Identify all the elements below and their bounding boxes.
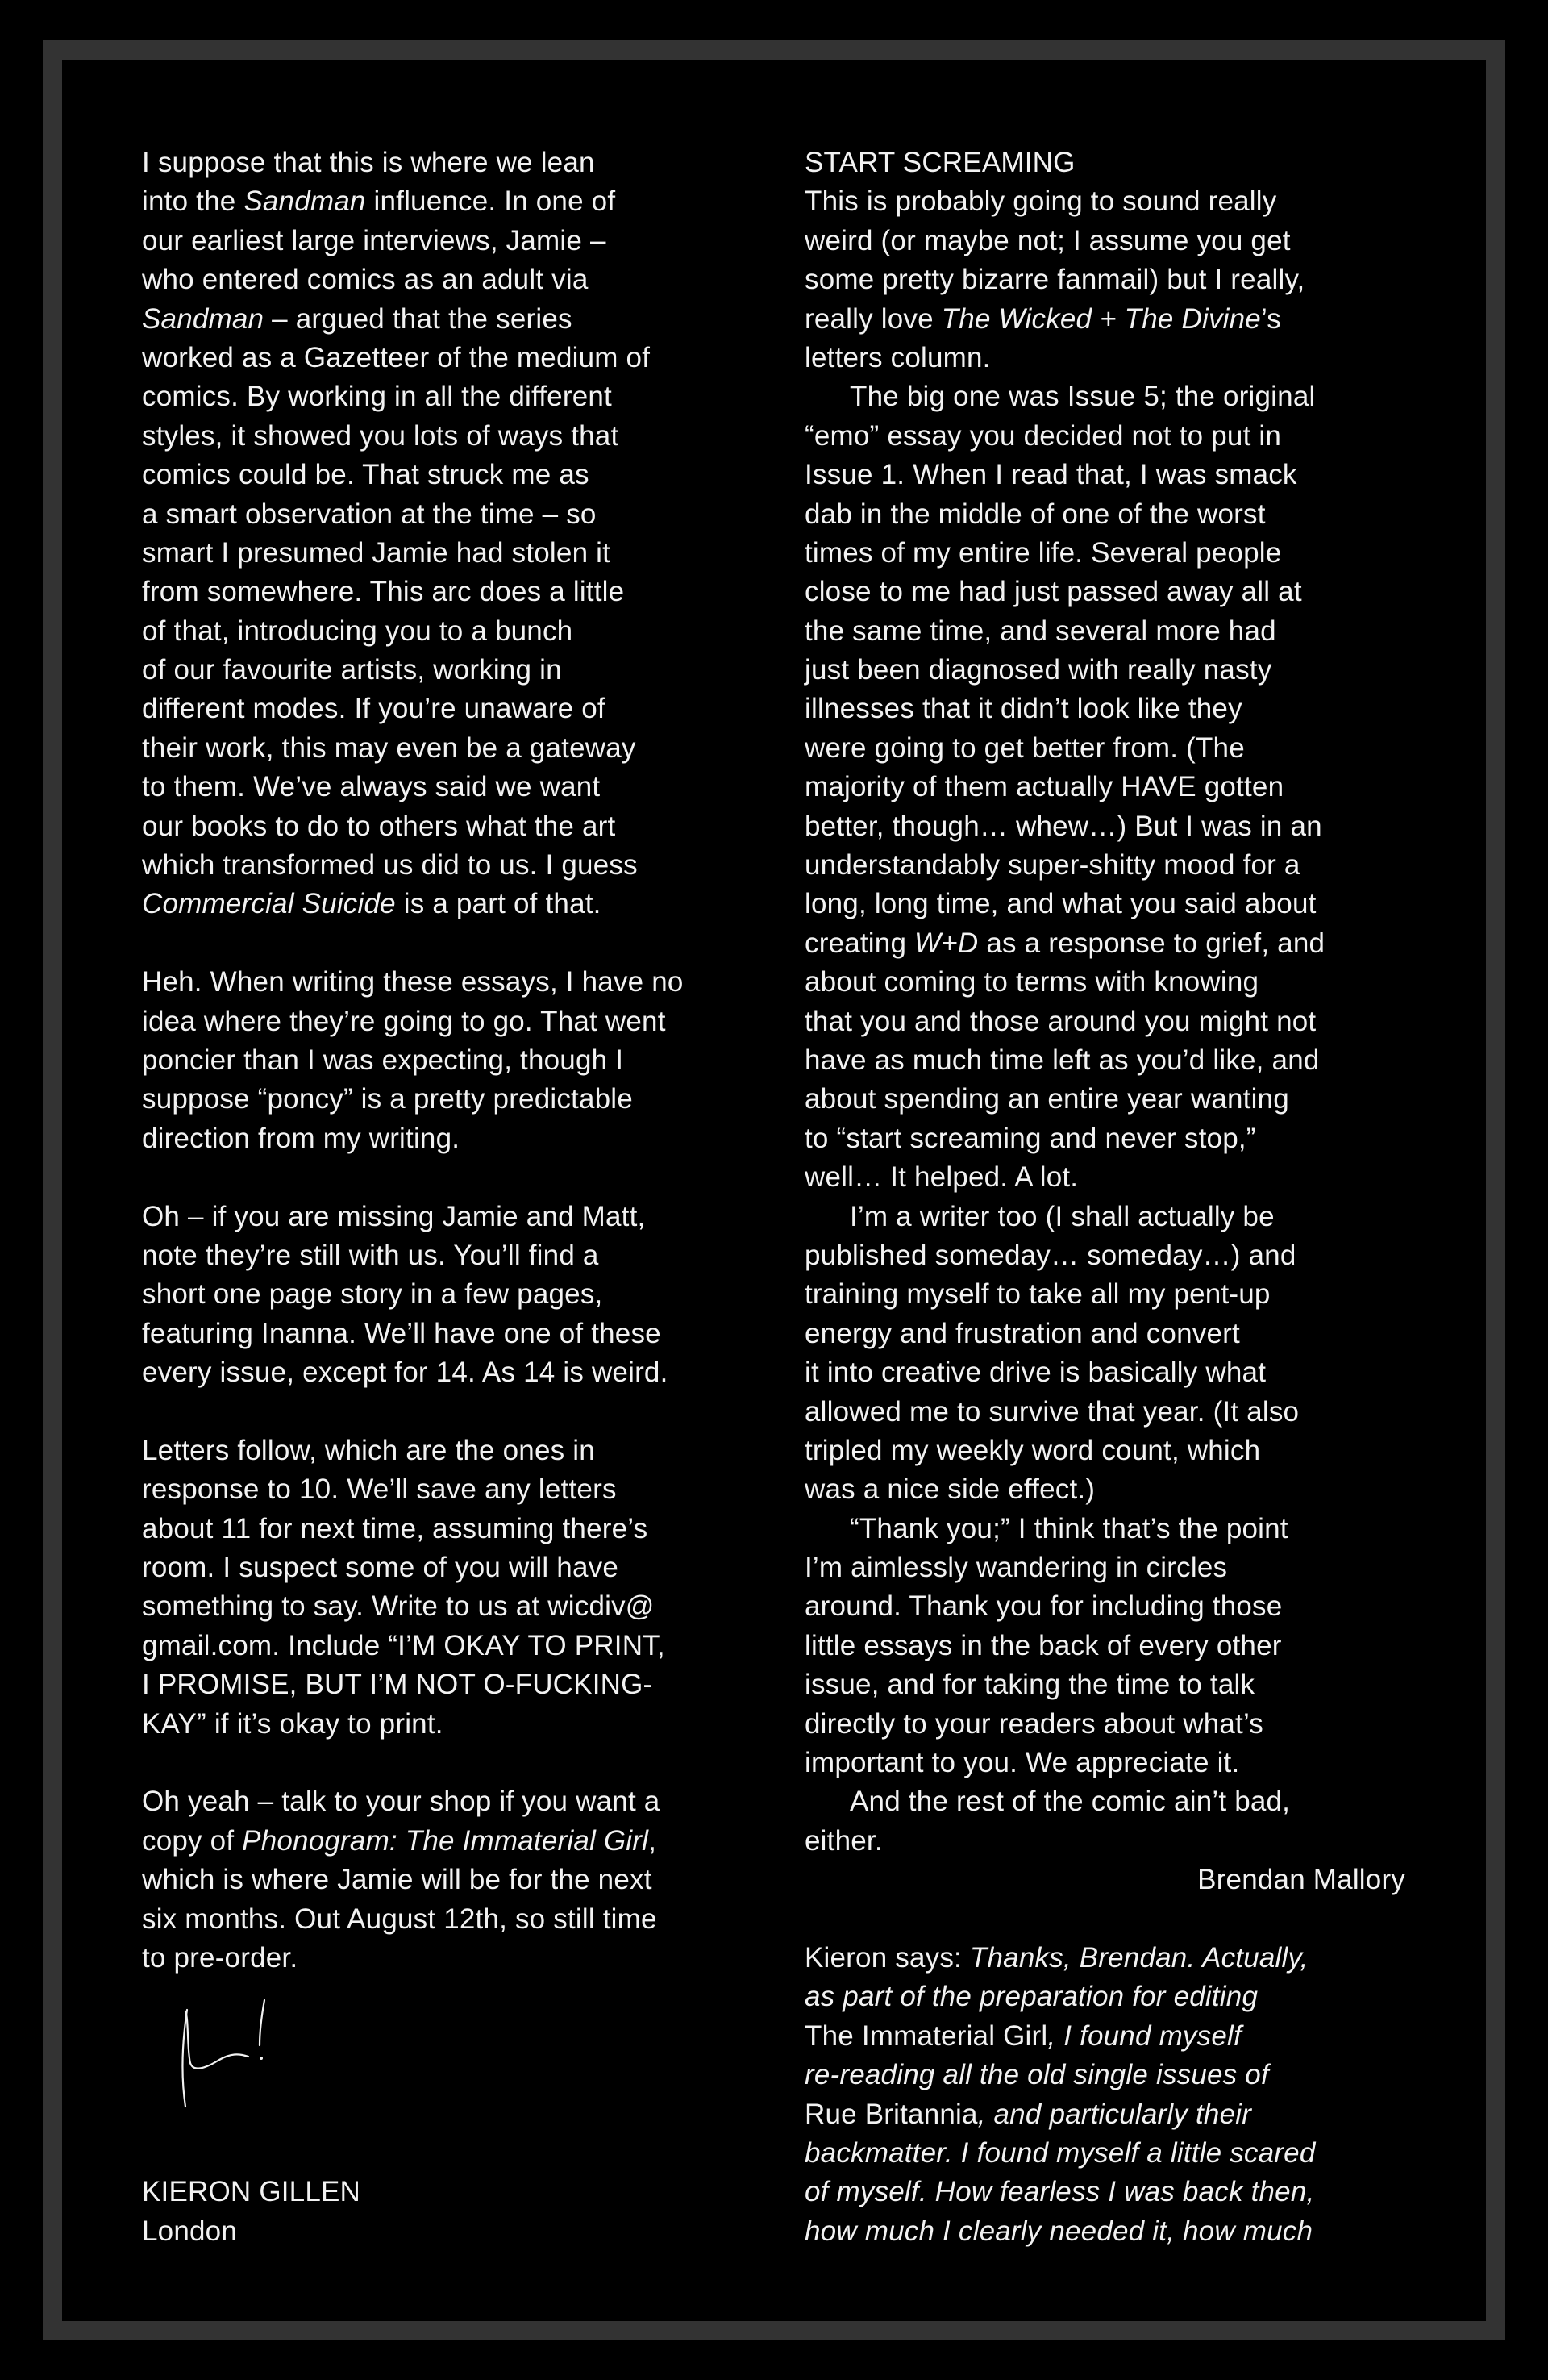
text-line (805, 417, 1405, 456)
reply-line (805, 2095, 1405, 2134)
text: of that, introducing you to a bunch (142, 615, 573, 647)
letter-paragraph (805, 1510, 1405, 1783)
essay-paragraph (142, 1432, 755, 1744)
text: comics could be. That struck me as (142, 459, 589, 491)
text: dab in the middle of one of the worst (805, 498, 1266, 530)
text-line (142, 417, 755, 456)
text-line (142, 1861, 755, 1899)
text: influence. In one of (365, 185, 616, 218)
text-line (805, 1041, 1405, 1080)
text-line (805, 534, 1405, 573)
text-line (805, 1744, 1405, 1782)
text-line (142, 534, 755, 573)
text-line (142, 1041, 755, 1080)
text-line (142, 1548, 755, 1587)
text: our earliest large interviews, Jamie – (142, 224, 606, 256)
text: around. Thank you for including those (805, 1590, 1283, 1623)
text-line (142, 1315, 755, 1353)
text: , (648, 1824, 657, 1857)
letter-paragraph (805, 182, 1405, 377)
text-line (142, 1198, 755, 1236)
text-line (805, 651, 1405, 690)
text-line (142, 807, 755, 846)
text: “emo” essay you decided not to put in (805, 419, 1282, 452)
reply-line (805, 1978, 1405, 2016)
text: have as much time left as you’d like, and (805, 1044, 1320, 1076)
text: of our favourite artists, working in (142, 654, 562, 686)
text: Heh. When writing these essays, I have no (142, 966, 684, 998)
text: creating (805, 927, 915, 959)
text-line (805, 1236, 1405, 1275)
text-line (805, 807, 1405, 846)
text-line (805, 300, 1405, 339)
text-line (142, 963, 755, 1002)
text-line (142, 1275, 755, 1314)
text-line (805, 1002, 1405, 1041)
text: poncier than I was expecting, though I (142, 1044, 624, 1076)
text: published someday… someday…) and (805, 1239, 1296, 1271)
text-line (142, 1939, 755, 1978)
text: it into creative drive is basically what (805, 1357, 1267, 1389)
italic-text: how much I clearly needed it, how much (805, 2215, 1313, 2247)
text-line (142, 144, 755, 182)
text-line (142, 1002, 755, 1041)
text-line (805, 768, 1405, 807)
text: who entered comics as an adult via (142, 264, 589, 296)
text: Issue 1. When I read that, I was smack (805, 459, 1297, 491)
text: illnesses that it didn’t look like they (805, 693, 1242, 725)
text-line (805, 846, 1405, 885)
text-line (142, 651, 755, 690)
italic-text: of myself. How fearless I was back then, (805, 2176, 1315, 2208)
text-line (142, 1627, 755, 1665)
text-line (805, 729, 1405, 768)
text: times of my entire life. Several people (805, 536, 1282, 569)
text-line (805, 1198, 1405, 1236)
text-line (805, 182, 1405, 221)
italic-text: Sandman (142, 302, 264, 335)
text: – argued that the series (264, 302, 572, 335)
text: little essays in the back of every other (805, 1629, 1282, 1661)
text-line (805, 1782, 1405, 1821)
text-line (142, 1432, 755, 1470)
text-line (142, 261, 755, 299)
text: is a part of that. (395, 888, 601, 920)
text-line (142, 846, 755, 885)
text-line (142, 729, 755, 768)
text-line (805, 495, 1405, 534)
text: I’m aimlessly wandering in circles (805, 1552, 1228, 1584)
text-line (142, 377, 755, 416)
text: worked as a Gazetteer of the medium of (142, 341, 651, 373)
text: as a response to grief, and (978, 927, 1325, 959)
italic-text: , I found myself (1047, 2019, 1242, 2052)
text: really love (805, 302, 942, 335)
text-line (805, 1665, 1405, 1704)
letter-body (805, 182, 1405, 1861)
text: just been diagnosed with really nasty (805, 654, 1272, 686)
text-line (142, 1705, 755, 1744)
text-line (142, 1587, 755, 1626)
letter-heading: START SCREAMING (805, 147, 1076, 178)
text-line (142, 1470, 755, 1509)
reply-line (805, 2017, 1405, 2056)
text: something to say. Write to us at wicdiv@ (142, 1590, 655, 1623)
essay-body (142, 144, 755, 1978)
italic-text: Commercial Suicide (142, 888, 396, 920)
text-line (142, 1236, 755, 1275)
italic-text: backmatter. I found myself a little scared (805, 2136, 1316, 2169)
text-line (805, 1393, 1405, 1432)
text: was a nice side effect.) (805, 1473, 1096, 1506)
text-line (805, 1432, 1405, 1470)
letter-paragraph (805, 1782, 1405, 1861)
text: Rue Britannia (805, 2098, 978, 2130)
text-line (805, 261, 1405, 299)
text-line (805, 1315, 1405, 1353)
text: some pretty bizarre fanmail) but I really, (805, 264, 1305, 296)
italic-text: Sandman (243, 185, 366, 218)
text-line (142, 495, 755, 534)
text: room. I suspect some of you will have (142, 1552, 618, 1584)
text: short one page story in a few pages, (142, 1278, 603, 1311)
text-line (142, 573, 755, 611)
text: “Thank you;” I think that’s the point (850, 1512, 1288, 1544)
text-line (142, 1510, 755, 1548)
text: issue, and for taking the time to talk (805, 1669, 1255, 1701)
essay-column (142, 144, 755, 2251)
paragraph-gap (142, 1158, 755, 1197)
text: smart I presumed Jamie had stolen it (142, 536, 611, 569)
text: their work, this may even be a gateway (142, 732, 636, 764)
text-line (805, 1353, 1405, 1392)
text: directly to your readers about what’s (805, 1707, 1263, 1740)
text-line (142, 1119, 755, 1158)
text: copy of (142, 1824, 243, 1857)
text: well… It helped. A lot. (805, 1161, 1079, 1194)
paragraph-gap (142, 924, 755, 963)
italic-text: Phonogram: The Immaterial Girl (242, 1824, 649, 1857)
signature-icon (174, 1994, 295, 2115)
text: weird (or maybe not; I assume you get (805, 224, 1291, 256)
reply-line (805, 2134, 1405, 2173)
text: KAY” if it’s okay to print. (142, 1707, 443, 1740)
text-line (142, 1822, 755, 1861)
text: which is where Jamie will be for the next (142, 1864, 652, 1896)
italic-text: W+D (914, 927, 979, 959)
text: close to me had just passed away all at (805, 576, 1302, 608)
text: comics. By working in all the different (142, 381, 612, 413)
essay-paragraph (142, 1198, 755, 1393)
letters-column (805, 144, 1405, 2251)
text: response to 10. We’ll save any letters (142, 1473, 617, 1506)
text: understandably super-shitty mood for a (805, 849, 1300, 882)
text-line (142, 1080, 755, 1119)
text-line (142, 1782, 755, 1821)
text: our books to do to others what the art (142, 810, 616, 842)
text: better, though… whew…) But I was in an (805, 810, 1322, 842)
text: The big one was Issue 5; the original (850, 381, 1316, 413)
text-line (805, 339, 1405, 377)
text-line (805, 885, 1405, 923)
text: direction from my writing. (142, 1122, 460, 1154)
text-line (805, 1822, 1405, 1861)
text-line (142, 690, 755, 728)
text: the same time, and several more had (805, 615, 1276, 647)
text-line (142, 182, 755, 221)
text: long, long time, and what you said about (805, 888, 1317, 920)
text: And the rest of the comic ain’t bad, (850, 1786, 1291, 1818)
text-line (142, 1665, 755, 1704)
text: Kieron says: (805, 1941, 970, 1974)
signature-area (142, 1978, 755, 2173)
text-line (805, 924, 1405, 963)
italic-text: , and particularly their (977, 2098, 1252, 2130)
text-line (805, 1705, 1405, 1744)
text: that you and those around you might not (805, 1005, 1317, 1037)
text: letters column. (805, 341, 991, 373)
author-name: KIERON GILLEN (142, 2176, 361, 2208)
text-line (805, 456, 1405, 494)
spacer (805, 1900, 1405, 1939)
italic-text: The Wicked + The Divine (941, 302, 1261, 335)
reply-line (805, 2056, 1405, 2094)
text-line (805, 612, 1405, 651)
letter-paragraph (805, 377, 1405, 1197)
text: either. (805, 1824, 883, 1857)
text: every issue, except for 14. As 14 is weird. (142, 1357, 668, 1389)
text-line (805, 1119, 1405, 1158)
text: Oh yeah – talk to your shop if you want a (142, 1786, 660, 1818)
text: energy and frustration and convert (805, 1317, 1240, 1349)
text: about spending an entire year wanting (805, 1083, 1289, 1115)
text: were going to get better from. (The (805, 732, 1245, 764)
text: about coming to terms with knowing (805, 966, 1259, 998)
text: majority of them actually HAVE gotten (805, 771, 1284, 803)
text: to pre-order. (142, 1941, 298, 1974)
text: about 11 for next time, assuming there’s (142, 1512, 648, 1544)
author-location: London (142, 2215, 237, 2247)
reply-line (805, 2173, 1405, 2211)
text: gmail.com. Include “I’M OKAY TO PRINT, (142, 1629, 665, 1661)
text-line (805, 1275, 1405, 1314)
text-line (805, 1080, 1405, 1119)
text-line (805, 1587, 1405, 1626)
text-line (142, 612, 755, 651)
text: allowed me to survive that year. (It also (805, 1395, 1300, 1428)
text-line (142, 222, 755, 261)
text: which transformed us did to us. I guess (142, 849, 638, 882)
text-line (805, 963, 1405, 1002)
text: from somewhere. This arc does a little (142, 576, 625, 608)
letter-signoff: Brendan Mallory (1197, 1864, 1405, 1896)
text-line (142, 768, 755, 807)
text-line (805, 573, 1405, 611)
text-line (142, 456, 755, 494)
text-line (805, 690, 1405, 728)
editor-reply (805, 1939, 1405, 2251)
text: Letters follow, which are the ones in (142, 1434, 595, 1466)
text: suppose “poncy” is a pretty predictable (142, 1083, 633, 1115)
essay-paragraph (142, 144, 755, 924)
text-line (805, 1627, 1405, 1665)
text: important to you. We appreciate it. (805, 1747, 1240, 1779)
text: I suppose that this is where we lean (142, 147, 595, 178)
essay-paragraph (142, 963, 755, 1158)
text-line (142, 1900, 755, 1939)
text: a smart observation at the time – so (142, 498, 597, 530)
text: I’m a writer too (I shall actually be (850, 1200, 1275, 1232)
text-line (805, 1470, 1405, 1509)
italic-text: Thanks, Brendan. Actually, (969, 1941, 1309, 1974)
text: different modes. If you’re unaware of (142, 693, 605, 725)
text-line (142, 1353, 755, 1392)
essay-paragraph (142, 1782, 755, 1978)
letter-paragraph (805, 1198, 1405, 1510)
text: tripled my weekly word count, which (805, 1434, 1261, 1466)
text: training myself to take all my pent-up (805, 1278, 1271, 1311)
text-line (805, 1510, 1405, 1548)
text: idea where they’re going to go. That went (142, 1005, 666, 1037)
text: ’s (1260, 302, 1281, 335)
text: featuring Inanna. We’ll have one of these (142, 1317, 661, 1349)
text-line (805, 222, 1405, 261)
reply-line (805, 1939, 1405, 1978)
text: The Immaterial Girl (805, 2019, 1048, 2052)
text: I PROMISE, BUT I’M NOT O-FUCKING- (142, 1669, 653, 1701)
paragraph-gap (142, 1393, 755, 1432)
text-line (142, 300, 755, 339)
text: into the (142, 185, 244, 218)
text: to “start screaming and never stop,” (805, 1122, 1256, 1154)
text: six months. Out August 12th, so still time (142, 1903, 657, 1935)
text-line (805, 1158, 1405, 1197)
text: to them. We’ve always said we want (142, 771, 601, 803)
paragraph-gap (142, 1744, 755, 1782)
italic-text: re-reading all the old single issues of (805, 2059, 1269, 2091)
text: This is probably going to sound really (805, 185, 1277, 218)
reply-line (805, 2212, 1405, 2251)
text: styles, it showed you lots of ways that (142, 419, 619, 452)
text-line (142, 885, 755, 923)
text: Oh – if you are missing Jamie and Matt, (142, 1200, 646, 1232)
text: note they’re still with us. You’ll find a (142, 1239, 599, 1271)
text-line (805, 377, 1405, 416)
text-line (805, 1548, 1405, 1587)
text-line (142, 339, 755, 377)
italic-text: as part of the preparation for editing (805, 1981, 1259, 2013)
